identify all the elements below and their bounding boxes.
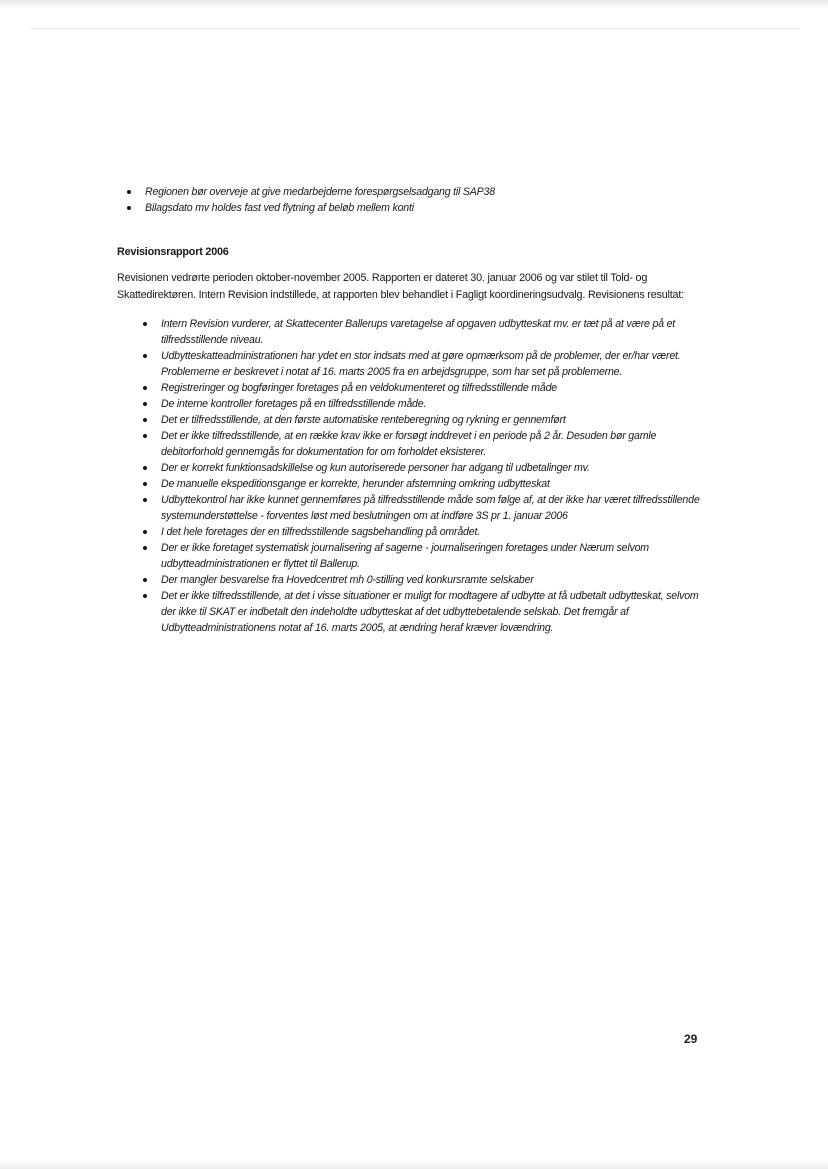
list-item: Intern Revision vurderer, at Skattecenter Ballerups varetagelse af opgaven udbytteskat mv. er tæt på at være på et tilfredsstillende niveau. <box>117 316 707 348</box>
list-item: Der er ikke foretaget systematisk journalisering af sagerne - journaliseringen foretages under Nærum selvom udbytteadministrationen er flyttet til Ballerup. <box>117 540 707 572</box>
section-heading: Revisionsrapport 2006 <box>117 246 229 258</box>
list-item: Udbyttekontrol har ikke kunnet gennemføres på tilfredsstillende måde som følge af, at der ikke har været tilfredsstillende systemunderstøttelse - forventes løst med beslutningen om at indføre 3S pr 1. januar 2006 <box>117 492 707 524</box>
list-item: Det er tilfredsstillende, at den første automatiske renteberegning og rykning er gennemført <box>117 412 707 428</box>
list-item: Der er korrekt funktionsadskillelse og kun autoriserede personer har adgang til udbetalinger mv. <box>117 460 707 476</box>
list-item: Udbytteskatteadministrationen har ydet en stor indsats med at gøre opmærksom på de problemer, der er/har været. Problemerne er beskrevet i notat af 16. marts 2005 fra en arbejdsgruppe, som har set på problemerne. <box>117 348 707 380</box>
list-item: Bilagsdato mv holdes fast ved flytning af beløb mellem konti <box>117 200 707 216</box>
scan-edge-bottom <box>0 1161 828 1169</box>
scan-edge-top <box>0 0 828 8</box>
list-item: Det er ikke tilfredsstillende, at det i visse situationer er muligt for modtagere af udbytte at få udbetalt udbytteskat, selvom der ikke til SKAT er indbetalt den indeholdte udbytteskat af det udbyttebetalende selskab. Det fremgår af Udbytteadministrationens notat af 16. marts 2005, at ændring heraf kræver lovændring. <box>117 588 707 636</box>
list-item: I det hele foretages der en tilfredsstillende sagsbehandling på området. <box>117 524 707 540</box>
list-item: Registreringer og bogføringer foretages på en veldokumenteret og tilfredsstillende måde <box>117 380 707 396</box>
document-body <box>117 184 707 636</box>
list-item: Regionen bør overveje at give medarbejderne forespørgselsadgang til SAP38 <box>117 184 707 200</box>
list-item: De manuelle ekspeditionsgange er korrekte, herunder afstemning omkring udbytteskat <box>117 476 707 492</box>
top-bullet-list <box>117 184 707 216</box>
section-intro: Revisionen vedrørte perioden oktober-november 2005. Rapporten er dateret 30. januar 2006 og var stilet til Told- og Skattedirektøren. Intern Revision indstillede, at rapporten blev behandlet i Fagligt koordineringsudvalg. Revisionens resultat: <box>117 272 684 301</box>
list-item: De interne kontroller foretages på en tilfredsstillende måde. <box>117 396 707 412</box>
scan-artifact-line <box>30 28 800 29</box>
page-number: 29 <box>684 1032 698 1046</box>
list-item: Det er ikke tilfredsstillende, at en række krav ikke er forsøgt inddrevet i en periode på 2 år. Desuden bør gamle debitorforhold gennemgås for dokumentation for om forholdet eksisterer. <box>117 428 707 460</box>
findings-list <box>117 316 707 636</box>
list-item: Der mangler besvarelse fra Hovedcentret mh 0-stilling ved konkursramte selskaber <box>117 572 707 588</box>
